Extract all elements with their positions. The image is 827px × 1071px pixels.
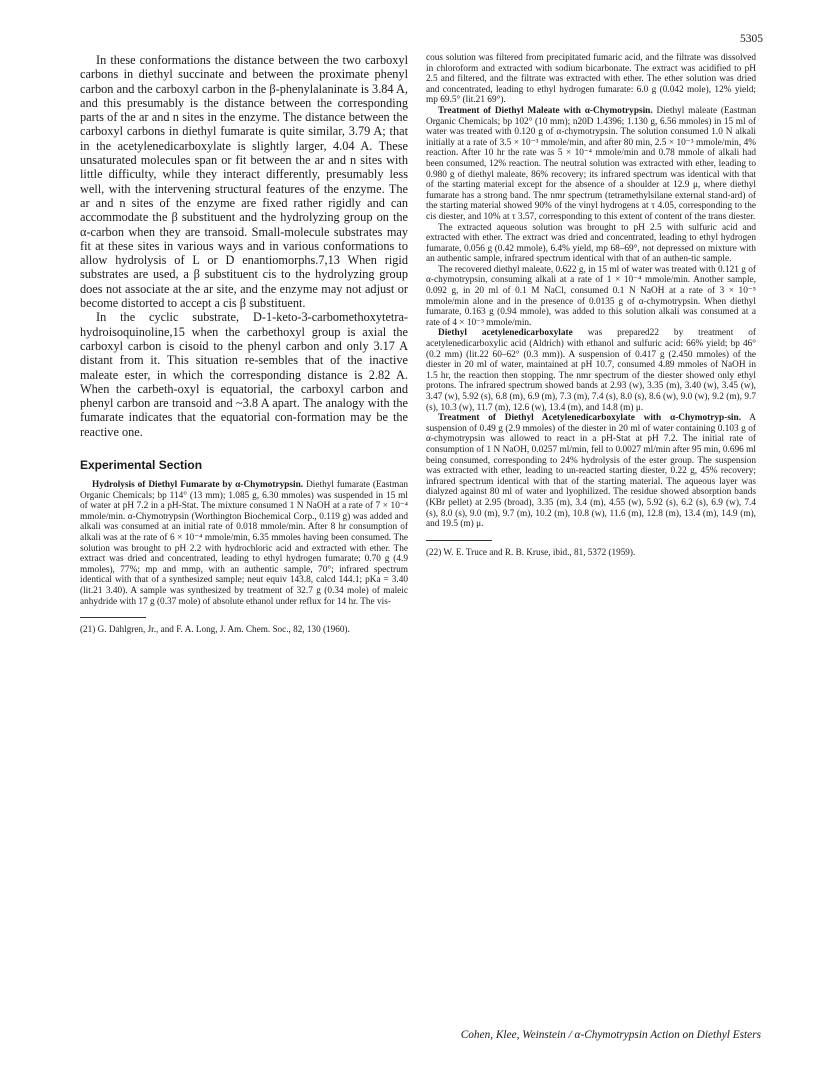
section-heading: Experimental Section [80, 458, 203, 473]
experimental-paragraph [426, 328, 756, 413]
footnote: (21) G. Dahlgren, Jr., and F. A. Long, J. Am. Chem. Soc., 82, 130 (1960). [80, 624, 350, 635]
footnote-rule [80, 617, 146, 618]
body-paragraph: In the cyclic substrate, D-1-keto-3-carbomethoxytetra-hydroisoquinoline,15 when the carbethoxyl group is axial the carboxyl carbon is cisoid to the phenyl carbon and only 3.17 A distant from it. This situation re-sembles that of the inactive maleate ester, in which the corresponding distance is 2.82 A. When the carbeth-oxyl is equatorial, the carboxyl carbon and phenyl carbon are transoid and ~3.8 A apart. The analogy with the fumarate indicates that the equatorial con-formation may be the reactive one. [80, 310, 408, 439]
experimental-paragraph [80, 480, 408, 607]
experimental-paragraph [426, 413, 756, 530]
left-column [80, 53, 408, 635]
run-in-heading: Treatment of Diethyl Maleate with α-Chymotrypsin. [438, 105, 653, 116]
experimental-paragraph [426, 106, 756, 223]
paragraph-text: Diethyl maleate (Eastman Organic Chemicals; bp 102° (10 mm); n20D 1.4396; 1.130 g, 6.56 mmoles) in 15 ml of water was treated with 0.120 g of α-chymotrypsin. The solution consumed 1.0 N alkali initially at a rate of 3.5 × 10⁻³ mmole/min, and after 80 min, 2.5 × 10⁻³ mmole/min, 4% reaction. After 10 hr the rate was 5 × 10⁻⁴ mmole/min and 0.78 mmole of alkali had been consumed, 12% reaction. The neutral solution was extracted with ether, leading to 0.980 g of diethyl maleate, 86% recovery; its infrared spectrum was identical with that of the starting material except for the absence of a shoulder at 12.9 μ, where diethyl fumarate has a strong band. The nmr spectrum (tetramethylsilane external stand-ard) of the starting material showed 90% of the vinyl hydrogens at τ 4.05, corresponding to the cis diester, and 10% at τ 3.57, corresponding to this extent of content of the trans diester. [426, 105, 756, 222]
experimental-paragraph: The extracted aqueous solution was brought to pH 2.5 with sulfuric acid and extracted with ether. The extract was dried and concentrated, leading to ethyl hydrogen fumarate, 0.056 g (0.42 mmole), 6.4% yield, mp 68–69°, not depressed on mixture with an authentic sample, infrared spectrum identical with that of an authen-tic sample. [426, 222, 756, 265]
paragraph-text: Diethyl fumarate (Eastman Organic Chemicals; bp 114° (13 mm); 1.085 g, 6.30 mmoles) was suspended in 15 ml of water at pH 7.2 in a pH-Stat. The mixture consumed 1 N NaOH at a rate of 7 × 10⁻⁴ mmole/min. α-Chymotrypsin (Worthington Biochemical Corp., 0.119 g) was added and alkali was consumed at an initial rate of 0.018 mmole/min. After 8 hr consumption of alkali was at the rate of 6 × 10⁻⁴ mmole/min, 6.35 mmoles having been consumed. The solution was brought to pH 2.2 with hydrochloric acid and extracted with ether. The extract was dried and concentrated, leading to ethyl hydrogen fumarate; 0.70 g (4.9 mmoles), 77%; mp and mmp, with an authentic sample, 70°; infrared spectrum identical with that of a synthesized sample; neut equiv 143.8, calcd 144.1; pKa = 3.40 (lit.21 3.40). A sample was synthesized by treatment of 32.7 g (0.34 mole) of maleic anhydride with 17 g (0.37 mole) of absolute ethanol under reflux for 14 hr. The vis- [80, 480, 408, 607]
running-footer: Cohen, Klee, Weinstein / α-Chymotrypsin Action on Diethyl Esters [460, 1029, 761, 1041]
paragraph-text: was prepared22 by treatment of acetylenedicarboxylic acid (Aldrich) with ethanol and sulfuric acid: 66% yield; bp 46° (0.2 mm) (lit.22 60–62° (0.3 mm)). A suspension of 0.417 g (2.450 mmoles) of the diester in 20 ml of water, maintained at pH 10.7, consumed 4.89 mmoles of NaOH in 1.5 hr, the reaction then stopping. The nmr spectrum of the diester showed only ethyl protons. The infrared spectrum showed bands at 2.93 (w), 3.35 (m), 3.40 (w), 3.45 (w), 3.47 (w), 5.92 (s), 6.8 (m), 6.9 (m), 7.3 (m), 7.4 (s), 8.0 (s), 8.6 (w), 9.0 (w), 9.2 (m), 9.7 (s), 10.3 (w), 11.7 (m), 12.6 (w), 13.4 (m), and 14.8 (m) μ. [426, 328, 756, 413]
footnote-rule [426, 540, 492, 541]
run-in-heading: Treatment of Diethyl Acetylenedicarboxylate with α-Chymotryp-sin. [438, 413, 742, 424]
run-in-heading: Hydrolysis of Diethyl Fumarate by α-Chymotrypsin. [92, 480, 304, 491]
experimental-paragraph: The recovered diethyl maleate, 0.622 g, in 15 ml of water was treated with 0.121 g of α-chymotrypsin, consuming alkali at a rate of 1 × 10⁻⁴ mmole/min. Another sample, 0.092 g, in 20 ml of 0.1 M NaCl, consumed 0.1 N NaOH at a rate of 3 × 10⁻⁵ mmole/min alone and in the presence of 0.0135 g of α-chymotrypsin. When diethyl fumarate, 0.163 g (0.94 mmole), was added to this solution alkali was consumed at a rate of 4 × 10⁻³ mmole/min. [426, 264, 756, 328]
right-column [426, 53, 756, 557]
footnote: (22) W. E. Truce and R. B. Kruse, ibid., 81, 5372 (1959). [426, 546, 636, 557]
run-in-heading: Diethyl acetylenedicarboxylate [438, 328, 573, 339]
page-number: 5305 [740, 33, 763, 45]
body-paragraph: In these conformations the distance between the two carboxyl carbons in diethyl succinate and between the proximate phenyl carbon and the carboxyl carbon in the β-phenylalaninate is 3.84 A, and this presumably is the distance between the corresponding parts of the ar and n sites in the enzyme. The distance between the carboxyl carbons in diethyl fumarate is quite similar, 3.79 A; that in the acetylenedicarboxylate is slightly larger, 4.04 A. These unsaturated molecules span or fit between the ar and n sites with little difficulty, while they interact differently, presumably less well, with the intervening structural features of the enzyme. The ar and n sites of the enzyme are fixed rather rigidly and can accommodate the β substituent and the hydrolyzing group on the α-carbon when they are transoid. Small-molecule substrates may fit at these sites in various ways and in various conformations to allow hydrolysis of L or D enantiomorphs.7,13 When rigid substrates are used, a β substituent cis to the hydrolyzing group does not associate at the ar site, and the enzyme may not adjust or become distorted to accept a cis β substituent. [80, 53, 408, 311]
paragraph-text: A suspension of 0.49 g (2.9 mmoles) of the diester in 20 ml of water containing 0.103 g of α-chymotrypsin was allowed to react in a pH-Stat at pH 7.2. The initial rate of consumption of 1 N NaOH, 0.0257 ml/min, fell to 0.0027 ml/min after 95 min, 0.696 ml being consumed, corresponding to 24% hydrolysis of the ester group. The suspension was extracted with ether, leading to un-reacted starting diester, 0.22 g, 45% recovery; infrared spectrum identical with that of the starting material. The aqueous layer was dialyzed against 80 ml of water and lyophilized. The residue showed absorption bands (KBr pellet) at 2.95 (broad), 3.35 (m), 3.4 (m), 4.55 (w), 5.92 (s), 6.2 (s), 6.9 (w), 7.4 (s), 8.0 (s), 9.0 (m), 9.7 (m), 10.2 (m), 10.8 (w), 11.6 (m), 12.8 (m), 13.4 (m), 14.9 (m), and 19.5 (m) μ. [426, 413, 756, 530]
continuation-paragraph: cous solution was filtered from precipitated fumaric acid, and the filtrate was dissolved in chloroform and extracted with sodium bicarbonate. The extract was acidified to pH 2.5 and filtered, and the filtrate was extracted with ether. The ether solution was dried and concentrated, leading to ethyl hydrogen fumarate: 6.0 g (0.042 mole), 12% yield; mp 69.5° (lit.21 69°). [426, 53, 756, 106]
